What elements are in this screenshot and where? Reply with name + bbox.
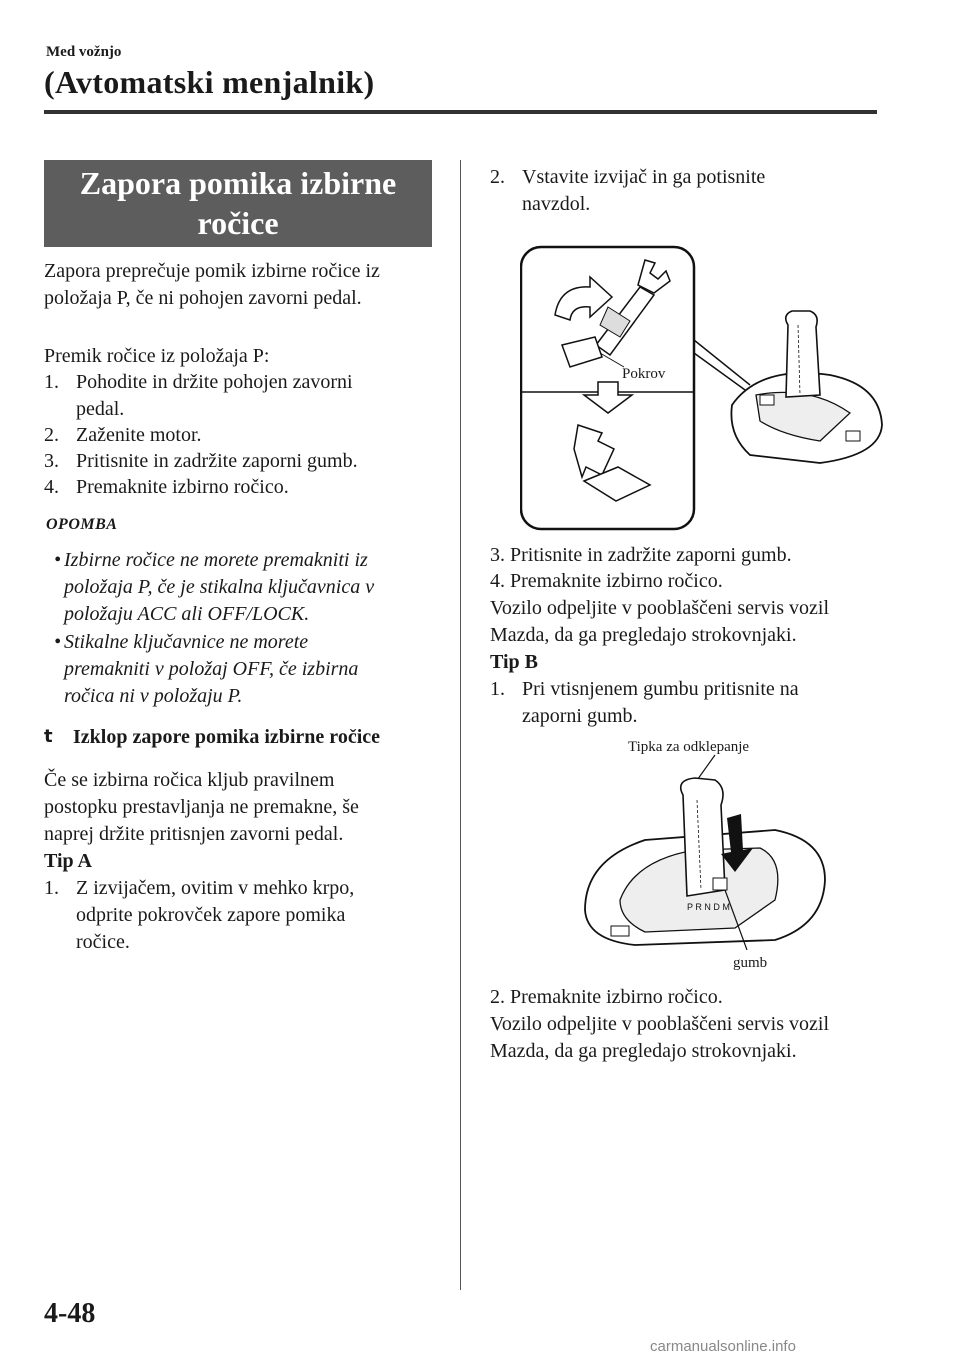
note-2-line-3: ročica ni v položaju P. <box>64 685 243 707</box>
r-step-4: 4. Premaknite izbirno ročico. <box>490 570 723 592</box>
r-step-2-number: 2. <box>490 166 505 188</box>
procedure-intro: Premik ročice iz položaja P: <box>44 345 270 367</box>
svg-text:P R N D M: P R N D M <box>687 902 730 912</box>
intro-line-2: položaja P, če ni pohojen zavorni pedal. <box>44 287 362 309</box>
tip-a-heading: Tip A <box>44 850 92 872</box>
note-2-line-2: premakniti v položaj OFF, če izbirna <box>64 658 359 680</box>
para-line-1: Če se izbirna ročica kljub pravilnem <box>44 769 335 791</box>
para-line-2: postopku prestavljanja ne premakne, še <box>44 796 359 818</box>
note-2-line-1: Stikalne ključavnice ne morete <box>64 631 309 653</box>
section-label: Med vožnjo <box>46 44 122 60</box>
header-rule <box>44 110 877 114</box>
tip-a-step-number: 1. <box>44 877 59 899</box>
step-4-text: Premaknite izbirno ročico. <box>76 476 289 498</box>
r-service-line-3: Vozilo odpeljite v pooblaščeni servis vozil <box>490 1013 830 1035</box>
tip-a-line-1: Z izvijačem, ovitim v mehko krpo, <box>76 877 355 899</box>
step-1-text-cont: pedal. <box>76 398 125 420</box>
tip-a-line-2: odprite pokrovček zapore pomika <box>76 904 346 926</box>
step-4-number: 4. <box>44 476 59 498</box>
figure-2-label-top: Tipka za odklepanje <box>628 739 750 755</box>
tip-b-heading: Tip B <box>490 651 538 673</box>
step-2-text: Zaženite motor. <box>76 424 202 446</box>
shift-release-button-figure <box>575 750 835 950</box>
shift-lock-cover-figure <box>520 245 890 532</box>
step-1-number: 1. <box>44 371 59 393</box>
tip-b-step-number: 1. <box>490 678 505 700</box>
step-1-text: Pohodite in držite pohojen zavorni <box>76 371 353 393</box>
r-step-3: 3. Pritisnite in zadržite zaporni gumb. <box>490 544 792 566</box>
r-service-line-4: Mazda, da ga pregledajo strokovnjaki. <box>490 1040 797 1062</box>
note-bullet-1: • <box>54 549 62 571</box>
note-1-line-1: Izbirne ročice ne morete premakniti iz <box>64 549 368 571</box>
r-service-line-1: Vozilo odpeljite v pooblaščeni servis vozil <box>490 597 830 619</box>
subheading: Izklop zapore pomika izbirne ročice <box>73 726 381 748</box>
r-service-line-2: Mazda, da ga pregledajo strokovnjaki. <box>490 624 797 646</box>
step-2-number: 2. <box>44 424 59 446</box>
note-1-line-2: položaja P, če je stikalna ključavnica v <box>64 576 375 598</box>
column-divider <box>460 160 461 1290</box>
r-step-2-line-1: Vstavite izvijač in ga potisnite <box>522 166 766 188</box>
subheading-marker: t <box>44 726 53 747</box>
note-heading: OPOMBA <box>46 516 118 533</box>
tip-b-line-1: Pri vtisnjenem gumbu pritisnite na <box>522 678 799 700</box>
note-bullet-2: • <box>54 631 62 653</box>
chapter-title: (Avtomatski menjalnik) <box>44 64 375 100</box>
section-title-line2: ročice <box>197 205 279 241</box>
watermark: carmanualsonline.info <box>650 1338 796 1355</box>
step-3-text: Pritisnite in zadržite zaporni gumb. <box>76 450 358 472</box>
tip-a-line-3: ročice. <box>76 931 130 953</box>
section-title-line1: Zapora pomika izbirne <box>79 165 397 201</box>
r-step-2b: 2. Premaknite izbirno ročico. <box>490 986 723 1008</box>
tip-b-line-2: zaporni gumb. <box>522 705 638 727</box>
page-number: 4-48 <box>44 1298 96 1329</box>
para-line-3: naprej držite pritisnjen zavorni pedal. <box>44 823 344 845</box>
section-title-box <box>44 160 432 247</box>
intro-line-1: Zapora preprečuje pomik izbirne ročice iz <box>44 260 380 282</box>
r-step-2-line-2: navzdol. <box>522 193 591 215</box>
step-3-number: 3. <box>44 450 59 472</box>
figure-1-label: Pokrov <box>622 366 666 382</box>
note-1-line-3: položaju ACC ali OFF/LOCK. <box>64 603 310 625</box>
figure-2-label-bottom: gumb <box>733 955 768 971</box>
